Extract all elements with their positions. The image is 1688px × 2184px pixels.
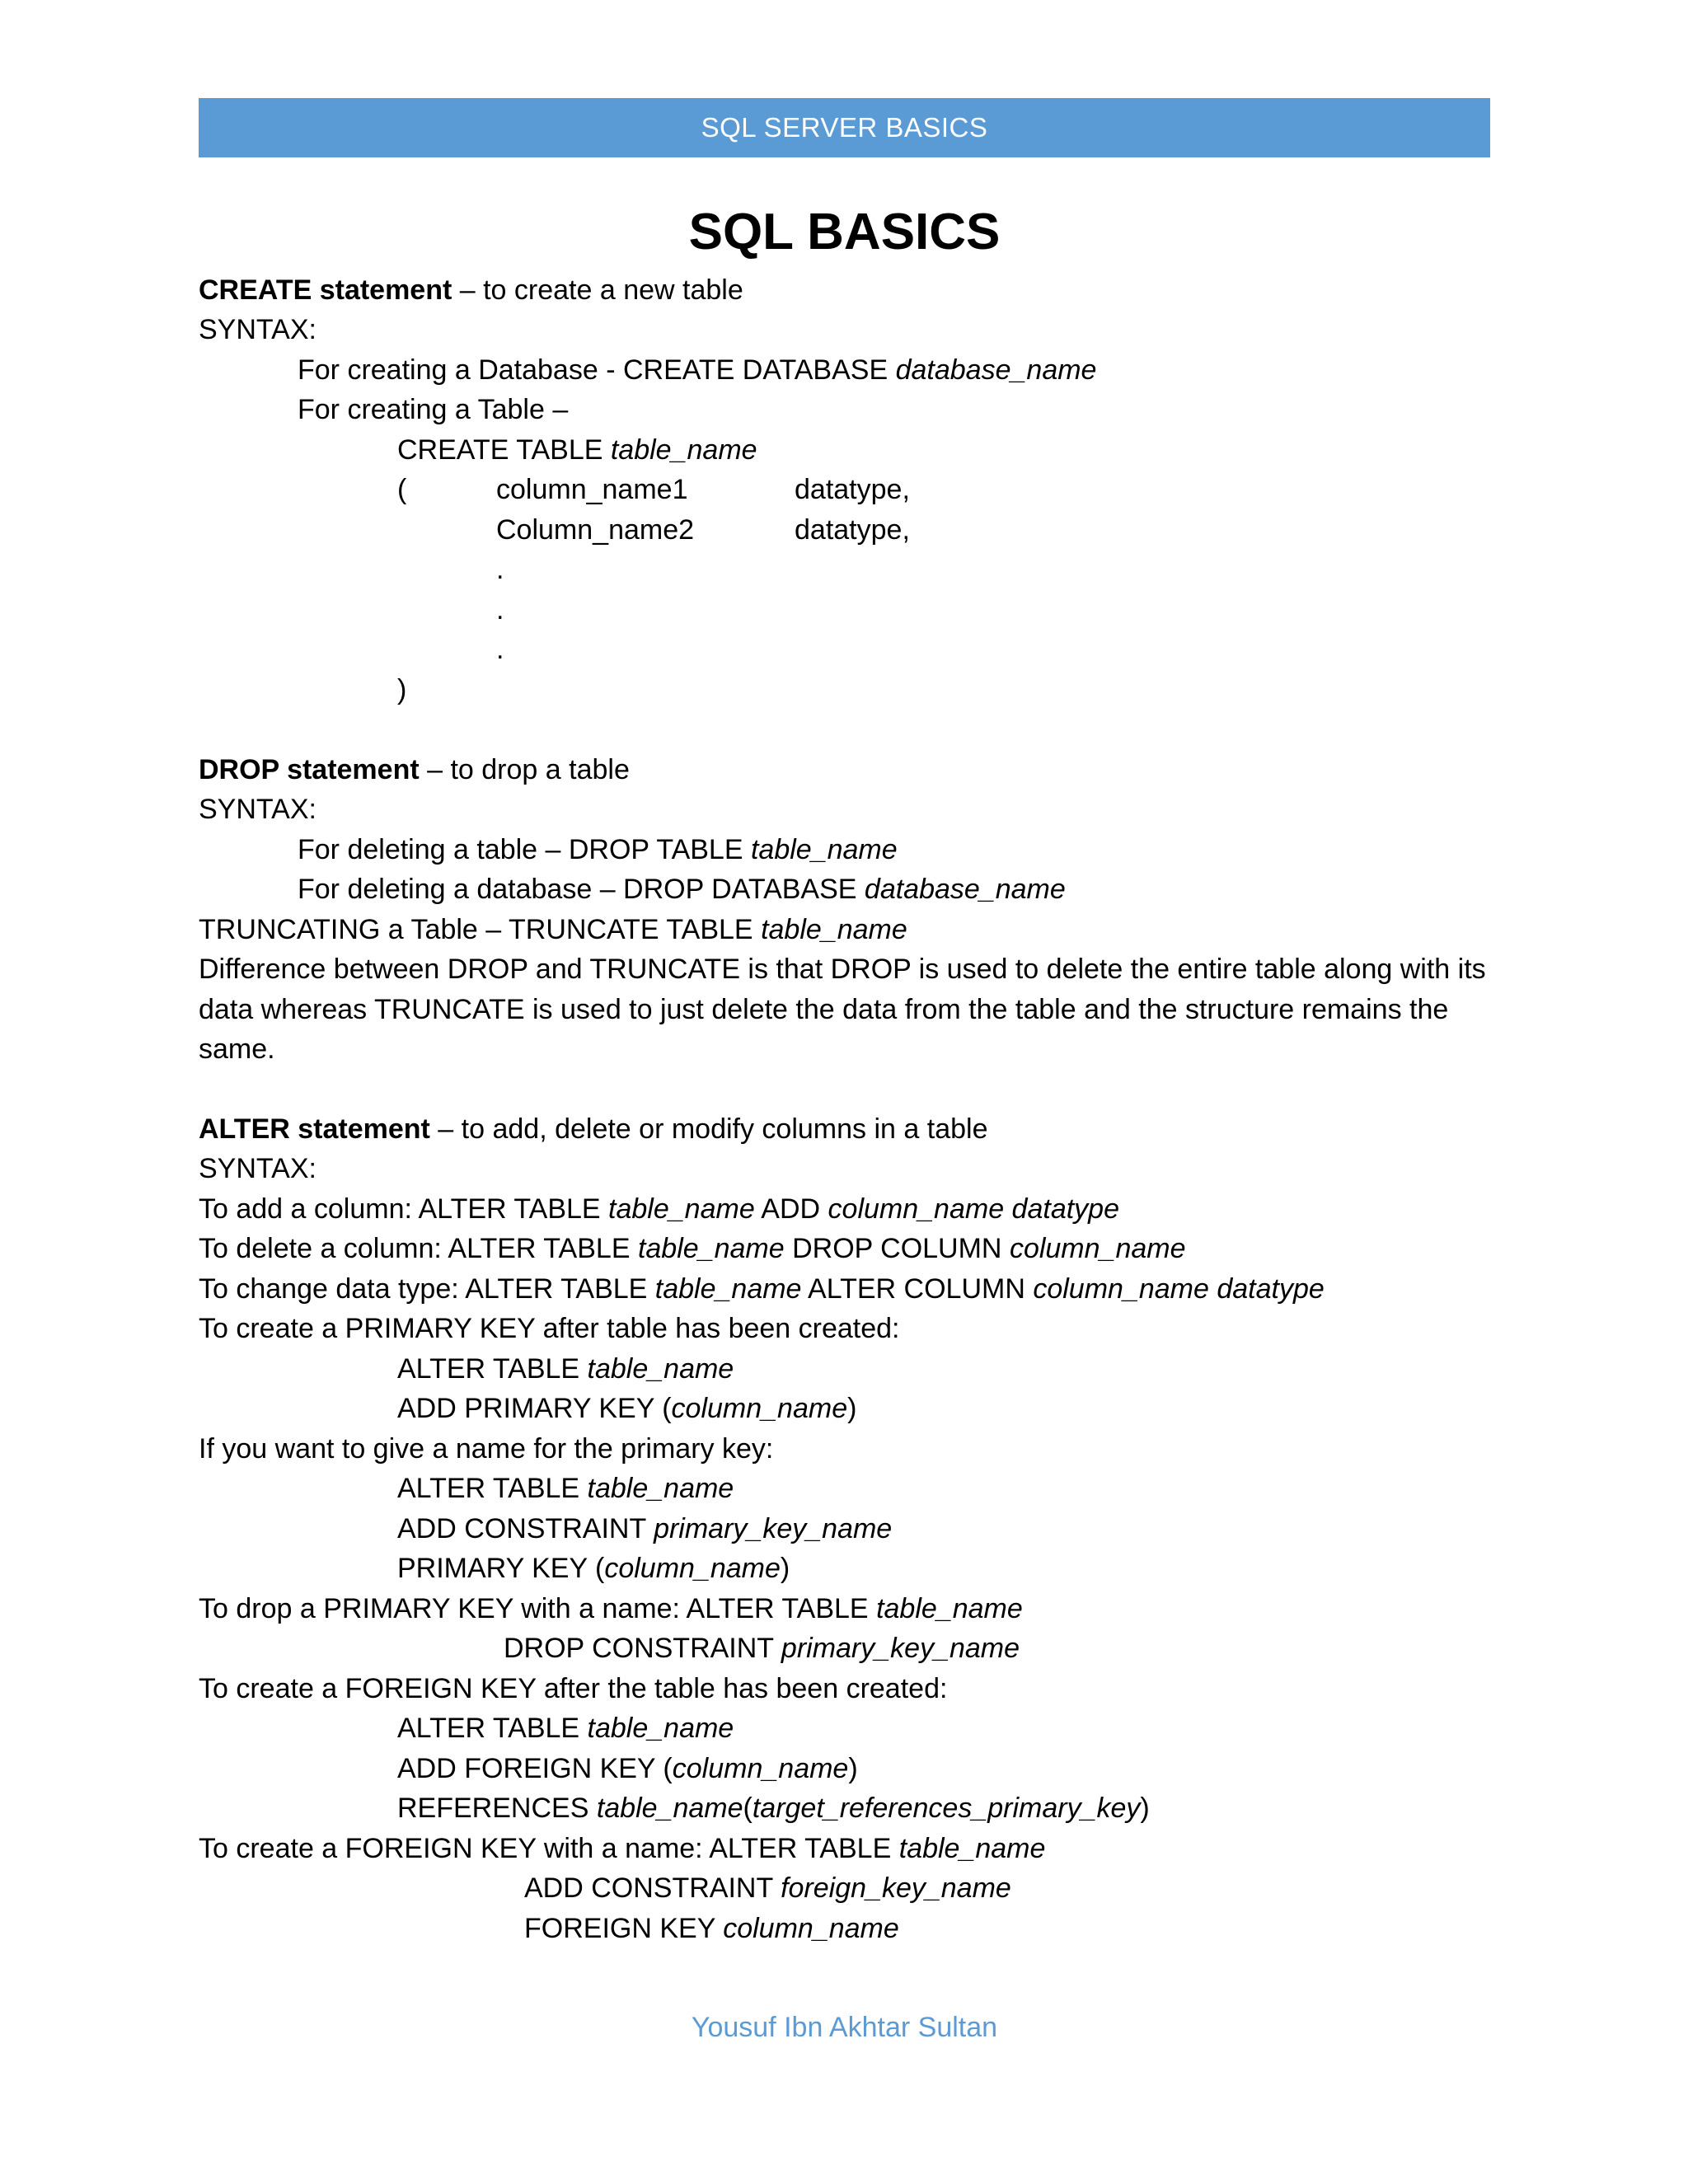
alter-table-keyword: ALTER TABLE: [397, 1353, 588, 1385]
add-column-column: column_name datatype: [828, 1193, 1119, 1225]
truncate-line: [199, 910, 907, 949]
change-datatype-keyword: ALTER COLUMN: [801, 1273, 1034, 1305]
pk-alter-table-line: [397, 1349, 734, 1389]
create-db-prefix: For creating a Database - CREATE DATABASE: [298, 354, 896, 386]
difference-line-1: Difference between DROP and TRUNCATE is that DROP is used to delete the entire table along with its: [199, 954, 1486, 985]
delete-column-line: [199, 1229, 1186, 1268]
alter-syntax-label: SYNTAX:: [199, 1153, 316, 1184]
column-name: column_name: [723, 1913, 899, 1944]
drop-db-name: database_name: [864, 874, 1066, 905]
difference-line-2: data whereas TRUNCATE is used to just delete the data from the table and the structure remains the: [199, 994, 1449, 1025]
create-label: CREATE statement: [199, 274, 452, 306]
delete-column-table: table_name: [637, 1233, 785, 1264]
drop-primary-key-prefix: To drop a PRIMARY KEY with a name: ALTER TABLE: [199, 1593, 877, 1624]
paren-close: ): [397, 674, 407, 705]
drop-table-line: [298, 830, 898, 869]
alter-label: ALTER statement: [199, 1113, 430, 1145]
add-column-prefix: To add a column: ALTER TABLE: [199, 1193, 609, 1225]
add-primary-key-line: [397, 1389, 856, 1428]
foreign-key-name: foreign_key_name: [781, 1872, 1011, 1904]
drop-database-line: [298, 869, 1066, 909]
close-paren: ): [847, 1393, 857, 1424]
table-name: table_name: [596, 1793, 743, 1824]
create-desc: – to create a new table: [452, 274, 743, 306]
primary-key-name: primary_key_name: [654, 1513, 893, 1544]
delete-column-prefix: To delete a column: ALTER TABLE: [199, 1233, 638, 1264]
paren-open: (: [397, 474, 407, 505]
footer-author: Yousuf Ibn Akhtar Sultan: [691, 2012, 998, 2043]
create-table-name: table_name: [610, 434, 757, 466]
named-foreign-key-prefix: To create a FOREIGN KEY with a name: ALTER TABLE: [199, 1833, 899, 1864]
change-datatype-table: table_name: [654, 1273, 802, 1305]
drop-table-prefix: For deleting a table – DROP TABLE: [298, 834, 751, 865]
page-title: SQL BASICS: [688, 204, 1001, 260]
add-column-line: [199, 1189, 1119, 1229]
continuation-dot: .: [496, 554, 504, 585]
table-name: table_name: [587, 1473, 734, 1504]
column-name-2: Column_name2: [496, 514, 695, 546]
table-name: table_name: [876, 1593, 1023, 1624]
change-datatype-prefix: To change data type: ALTER TABLE: [199, 1273, 655, 1305]
table-name: table_name: [587, 1713, 734, 1744]
drop-constraint-keyword: DROP CONSTRAINT: [504, 1633, 781, 1664]
column-name-1: column_name1: [496, 474, 688, 505]
create-table-intro: For creating a Table –: [298, 394, 569, 425]
create-db-name: database_name: [895, 354, 1097, 386]
truncate-table-name: table_name: [761, 914, 907, 945]
alter-heading: [199, 1109, 987, 1149]
drop-primary-key-line: [199, 1589, 1023, 1629]
column-name: column_name: [604, 1553, 781, 1584]
table-name: table_name: [898, 1833, 1046, 1864]
target-references-primary-key: target_references_primary_key: [752, 1793, 1141, 1824]
named-pk-alter-table-line: [397, 1469, 734, 1508]
difference-line-3: same.: [199, 1033, 275, 1065]
alter-desc: – to add, delete or modify columns in a table: [429, 1113, 988, 1145]
add-constraint-line: [397, 1509, 892, 1549]
primary-key-name: primary_key_name: [781, 1633, 1020, 1664]
continuation-dot: .: [496, 634, 504, 665]
continuation-dot: .: [496, 594, 504, 626]
foreign-key-column-line: [524, 1909, 899, 1948]
drop-table-name: table_name: [750, 834, 898, 865]
close-paren: ): [780, 1553, 790, 1584]
add-constraint-keyword: ADD CONSTRAINT: [524, 1872, 781, 1904]
fk-add-constraint-line: [524, 1868, 1011, 1908]
references-line: [397, 1788, 1150, 1828]
change-datatype-column: column_name datatype: [1033, 1273, 1325, 1305]
add-foreign-key-keyword: ADD FOREIGN KEY (: [397, 1753, 673, 1784]
create-database-line: [298, 350, 1096, 390]
column-name: column_name: [671, 1393, 848, 1424]
add-column-keyword: ADD: [754, 1193, 828, 1225]
create-syntax-label: SYNTAX:: [199, 314, 316, 345]
primary-key-line: [397, 1549, 790, 1588]
close-paren: ): [848, 1753, 858, 1784]
drop-constraint-line: [504, 1629, 1020, 1668]
foreign-key-intro: To create a FOREIGN KEY after the table has been created:: [199, 1673, 948, 1704]
drop-heading: [199, 750, 630, 790]
close-paren: ): [1140, 1793, 1150, 1824]
add-primary-key-keyword: ADD PRIMARY KEY (: [397, 1393, 672, 1424]
add-constraint-keyword: ADD CONSTRAINT: [397, 1513, 654, 1544]
alter-table-keyword: ALTER TABLE: [397, 1473, 588, 1504]
drop-db-prefix: For deleting a database – DROP DATABASE: [298, 874, 865, 905]
table-name: table_name: [587, 1353, 734, 1385]
header-banner: SQL SERVER BASICS: [199, 98, 1490, 157]
create-heading: [199, 270, 743, 310]
create-table-line: [397, 430, 757, 470]
datatype-1: datatype,: [795, 474, 910, 505]
open-paren: (: [743, 1793, 753, 1824]
references-keyword: REFERENCES: [397, 1793, 597, 1824]
alter-table-keyword: ALTER TABLE: [397, 1713, 588, 1744]
foreign-key-keyword: FOREIGN KEY: [524, 1913, 724, 1944]
add-column-table: table_name: [608, 1193, 755, 1225]
delete-column-keyword: DROP COLUMN: [784, 1233, 1010, 1264]
primary-key-intro: To create a PRIMARY KEY after table has been created:: [199, 1313, 900, 1344]
change-datatype-line: [199, 1269, 1325, 1309]
truncate-prefix: TRUNCATING a Table – TRUNCATE TABLE: [199, 914, 762, 945]
create-table-keyword: CREATE TABLE: [397, 434, 611, 466]
drop-desc: – to drop a table: [419, 754, 630, 785]
column-name: column_name: [672, 1753, 849, 1784]
primary-key-keyword: PRIMARY KEY (: [397, 1553, 605, 1584]
datatype-2: datatype,: [795, 514, 910, 546]
drop-label: DROP statement: [199, 754, 420, 785]
primary-key-name-intro: If you want to give a name for the primary key:: [199, 1433, 774, 1465]
named-foreign-key-line: [199, 1829, 1045, 1868]
add-foreign-key-line: [397, 1749, 858, 1788]
fk-alter-table-line: [397, 1708, 734, 1748]
drop-syntax-label: SYNTAX:: [199, 794, 316, 825]
delete-column-column: column_name: [1009, 1233, 1186, 1264]
